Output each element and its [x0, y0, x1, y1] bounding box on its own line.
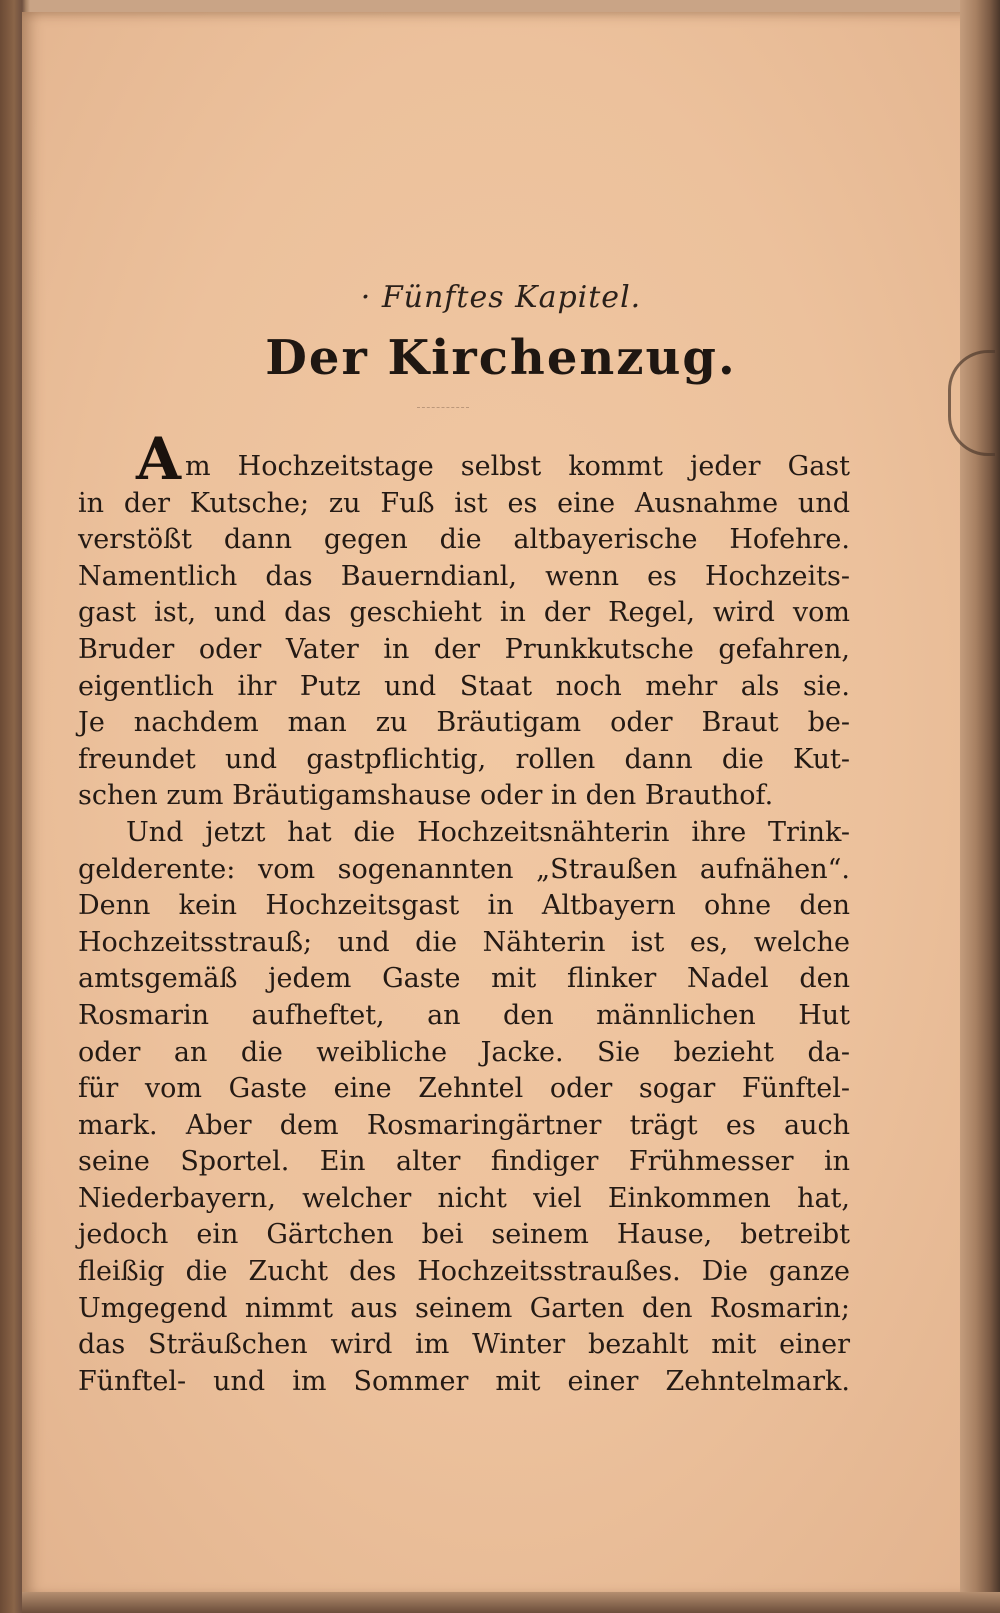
text-line: Niederbayern, welcher nicht viel Einkommen hat,	[78, 1182, 850, 1214]
title-ornament	[417, 404, 469, 408]
text-line	[78, 425, 850, 493]
text-line: Denn kein Hochzeitsgast in Altbayern ohne den	[78, 890, 850, 922]
text-line: Fünftel- und im Sommer mit einer Zehntelmark.	[78, 1365, 850, 1397]
text-line: verstößt dann gegen die altbayerische Hofehre.	[78, 524, 850, 556]
drop-cap: A	[136, 425, 182, 493]
chapter-title: Der Kirchenzug.	[265, 330, 737, 386]
text-line: schen zum Bräutigamshause oder in den Brauthof.	[78, 780, 774, 812]
text-line: Bruder oder Vater in der Prunkkutsche gefahren,	[78, 633, 850, 665]
text-line: Namentlich das Bauerndianl, wenn es Hochzeits-	[78, 560, 850, 592]
text-line: fleißig die Zucht des Hochzeitsstraußes. Die ganze	[78, 1256, 850, 1288]
text-line-content: m Hochzeitstage selbst kommt jeder Gast	[185, 451, 850, 482]
chapter-label: · Fünftes Kapitel.	[360, 280, 642, 315]
text-line: für vom Gaste eine Zehntel oder sogar Fünftel-	[78, 1073, 850, 1105]
page-bottom-edge	[22, 1592, 1000, 1613]
body-text	[78, 425, 850, 1400]
gutter-marks	[24, 192, 34, 342]
text-line: Rosmarin aufheftet, an den männlichen Hut	[78, 999, 850, 1031]
text-line: Je nachdem man zu Bräutigam oder Braut be-	[78, 707, 850, 739]
text-line: gelderente: vom sogenannten „Straußen aufnähen“.	[78, 853, 850, 885]
text-line: Hochzeitsstrauß; und die Nähterin ist es, welche	[78, 926, 850, 958]
text-line: in der Kutsche; zu Fuß ist es eine Ausnahme und	[78, 487, 850, 519]
paragraph-2	[78, 815, 850, 1401]
text-line: amtsgemäß jedem Gaste mit flinker Nadel den	[78, 963, 850, 995]
paragraph-1	[78, 425, 850, 815]
text-line: jedoch ein Gärtchen bei seinem Hause, betreibt	[78, 1219, 850, 1251]
text-line: oder an die weibliche Jacke. Sie bezieht da-	[78, 1036, 850, 1068]
text-line: Umgegend nimmt aus seinem Garten den Rosmarin;	[78, 1292, 850, 1324]
text-line: seine Sportel. Ein alter findiger Frühmesser in	[78, 1146, 850, 1178]
text-line: Und jetzt hat die Hochzeitsnähterin ihre Trink-	[126, 816, 850, 848]
text-line: mark. Aber dem Rosmaringärtner trägt es auch	[78, 1109, 850, 1141]
text-line: das Sträußchen wird im Winter bezahlt mit einer	[78, 1329, 850, 1361]
text-line: freundet und gastpflichtig, rollen dann die Kut-	[78, 743, 850, 775]
text-line: gast ist, und das geschieht in der Regel, wird vom	[78, 597, 850, 629]
page-edge	[960, 0, 1000, 1613]
book-page	[22, 12, 980, 1598]
text-line: eigentlich ihr Putz und Staat noch mehr als sie.	[78, 670, 850, 702]
